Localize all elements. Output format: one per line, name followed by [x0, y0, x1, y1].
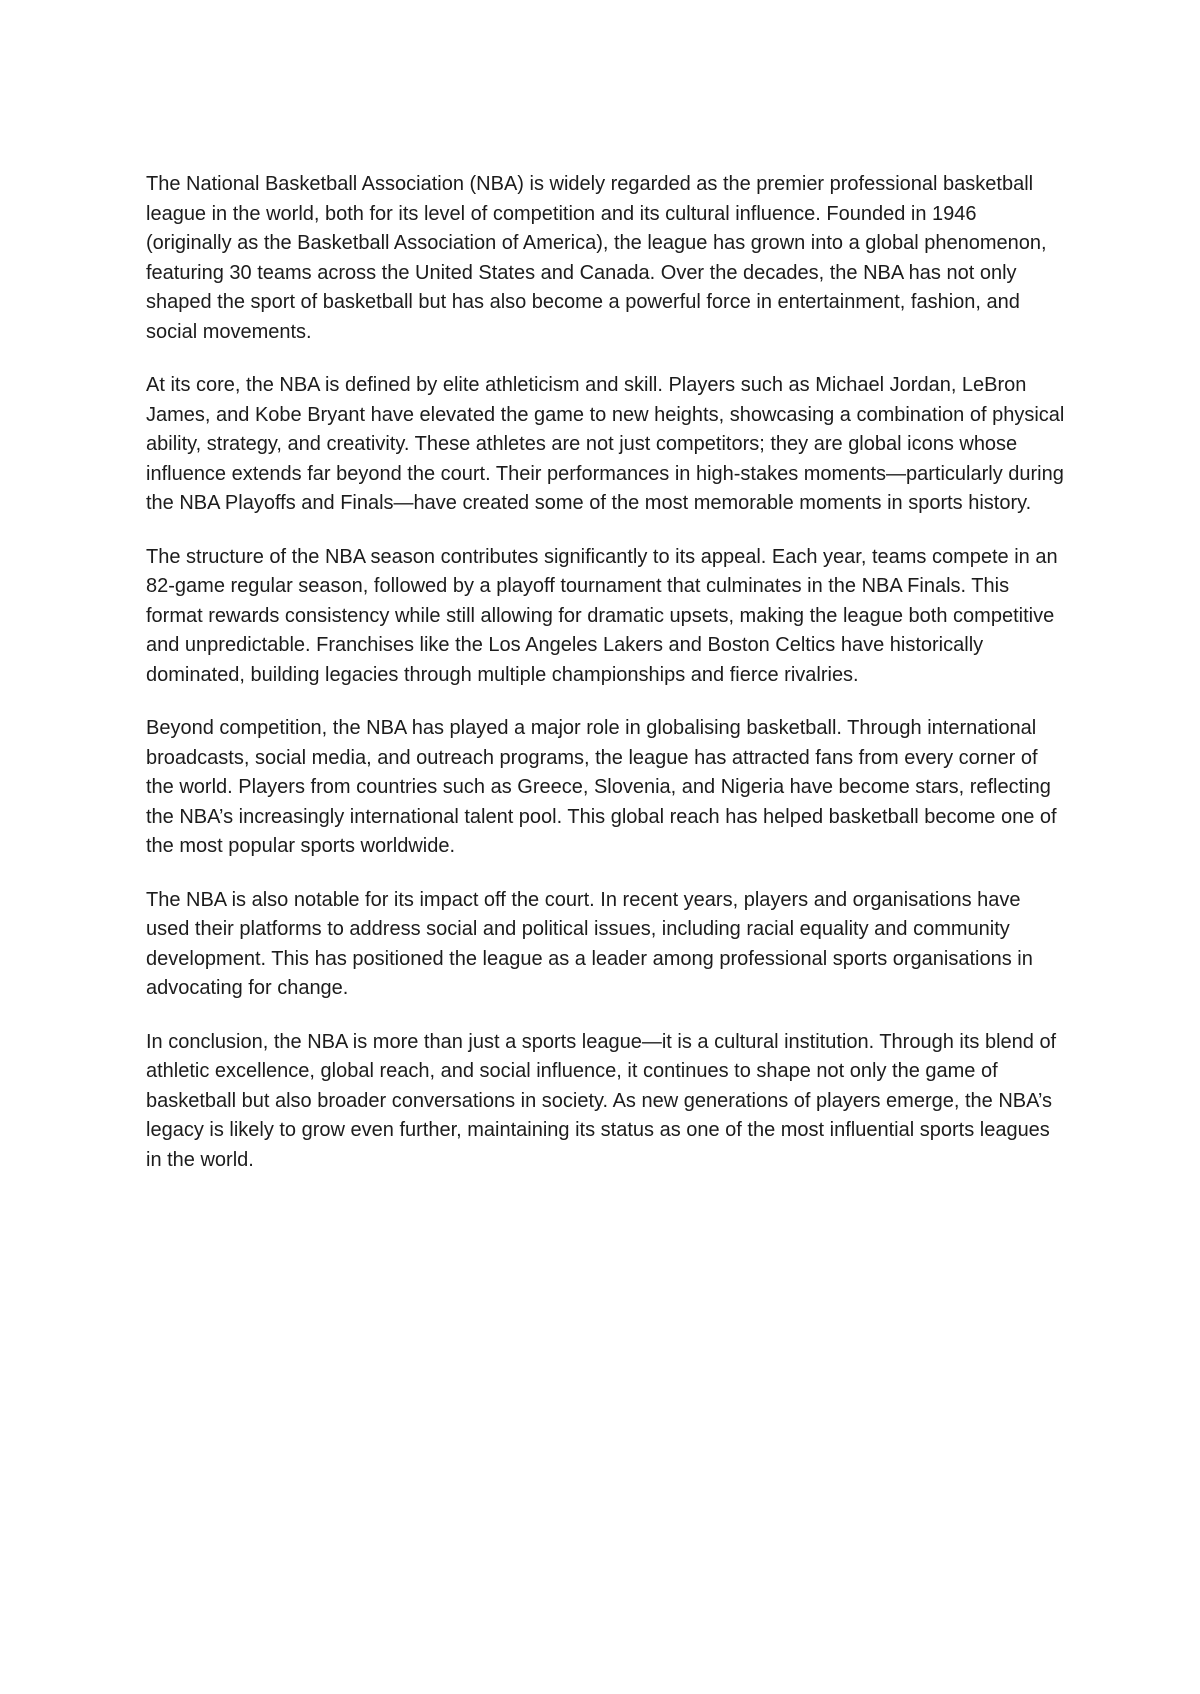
document-body	[146, 170, 1066, 1199]
paragraph-globalisation: Beyond competition, the NBA has played a major role in globalising basketball. Through international broadcasts, social media, and outreach programs, the league has attracted fans from every corner of the world. Players from countries such as Greece, Slovenia, and Nigeria have become stars, reflecting the NBA’s increasingly international talent pool. This global reach has helped basketball become one of the most popular sports worldwide.	[146, 717, 1057, 857]
paragraph-athleticism: At its core, the NBA is defined by elite athleticism and skill. Players such as Michael Jordan, LeBron James, and Kobe Bryant have elevated the game to new heights, showcasing a combination of physical ability, strategy, and creativity. These athletes are not just competitors; they are global icons whose influence extends far beyond the court. Their performances in high-stakes moments—particularly during the NBA Playoffs and Finals—have created some of the most memorable moments in sports history.	[146, 374, 1065, 514]
paragraph-social-impact: The NBA is also notable for its impact off the court. In recent years, players and organisations have used their platforms to address social and political issues, including racial equality and community development. This has positioned the league as a leader among professional sports organisations in advocating for change.	[146, 888, 1033, 999]
paragraph-season-structure: The structure of the NBA season contributes significantly to its appeal. Each year, teams compete in an 82-game regular season, followed by a playoff tournament that culminates in the NBA Finals. This format rewards consistency while still allowing for dramatic upsets, making the league both competitive and unpredictable. Franchises like the Los Angeles Lakers and Boston Celtics have historically dominated, building legacies through multiple championships and fierce rivalries.	[146, 545, 1058, 686]
paragraph-conclusion: In conclusion, the NBA is more than just a sports league—it is a cultural institution. Through its blend of athletic excellence, global reach, and social influence, it continues to shape not only the game of basketball but also broader conversations in society. As new generations of players emerge, the NBA’s legacy is likely to grow even further, maintaining its status as one of the most influential sports leagues in the world.	[146, 1030, 1057, 1171]
paragraph-intro: The National Basketball Association (NBA) is widely regarded as the premier professional basketball league in the world, both for its level of competition and its cultural influence. Founded in 1946 (originally as the Basketball Association of America), the league has grown into a global phenomenon, featuring 30 teams across the United States and Canada. Over the decades, the NBA has not only shaped the sport of basketball but has also become a powerful force in entertainment, fashion, and social movements.	[146, 173, 1047, 343]
